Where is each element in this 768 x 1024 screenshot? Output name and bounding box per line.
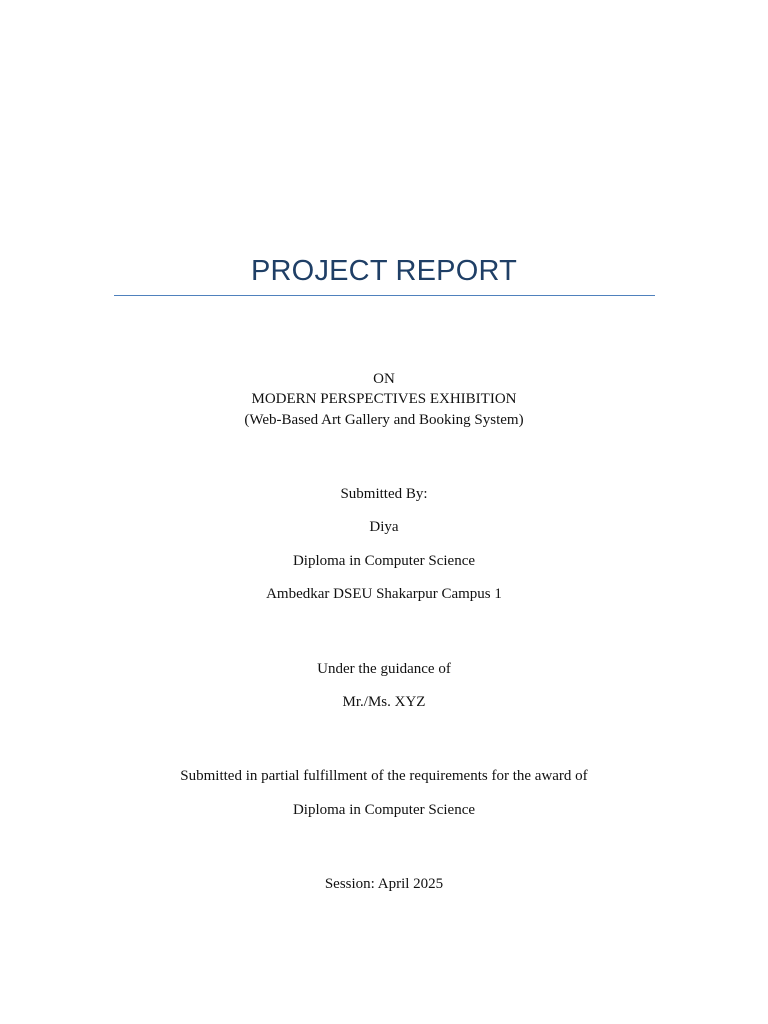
guidance-label: Under the guidance of <box>317 661 451 677</box>
on-label: ON <box>373 371 395 387</box>
guide-name: Mr./Ms. XYZ <box>342 694 426 710</box>
submitted-by-label: Submitted By: <box>340 486 428 502</box>
student-program: Diploma in Computer Science <box>292 553 476 569</box>
student-name: Diya <box>369 519 399 535</box>
project-subtitle: (Web-Based Art Gallery and Booking System) <box>244 412 524 428</box>
session-text: Session: April 2025 <box>324 876 444 892</box>
project-name: MODERN PERSPECTIVES EXHIBITION <box>251 391 517 407</box>
student-institution: Ambedkar DSEU Shakarpur Campus 1 <box>266 586 502 602</box>
fulfillment-statement: Submitted in partial fulfillment of the requirements for the award of <box>180 768 588 784</box>
title-underline-rule <box>114 295 655 296</box>
page-title: PROJECT REPORT <box>251 255 517 287</box>
award-name: Diploma in Computer Science <box>292 802 476 818</box>
